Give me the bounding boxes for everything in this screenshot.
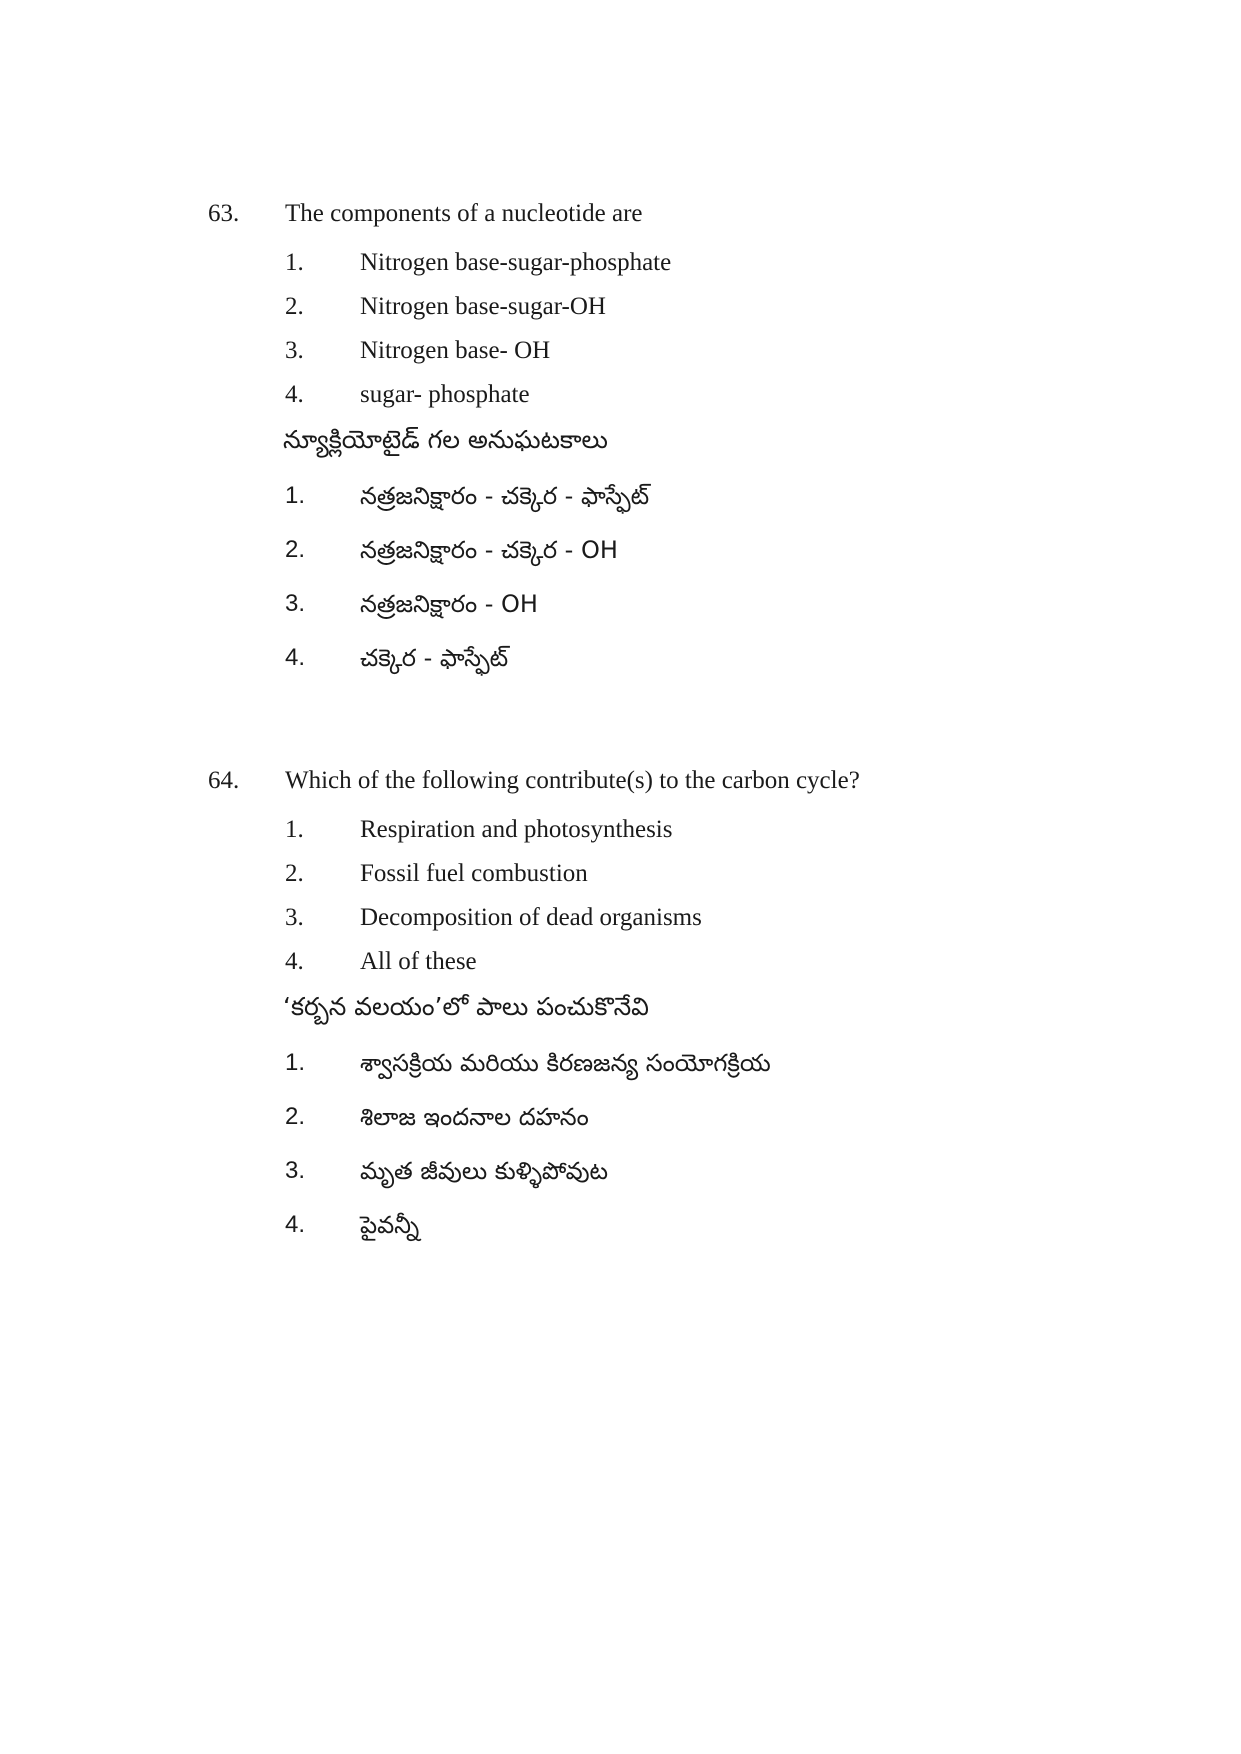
- option-text: Decomposition of dead organisms: [360, 904, 702, 931]
- option-number: 4.: [285, 948, 304, 975]
- option-number: 1.: [285, 249, 304, 276]
- option-text: sugar- phosphate: [360, 381, 530, 408]
- question-stem: [0, 196, 1241, 232]
- option-text: Fossil fuel combustion: [360, 860, 588, 887]
- question-text: Which of the following contribute(s) to the carbon cycle?: [285, 767, 860, 794]
- option-3: [0, 900, 1241, 936]
- question-number: 63.: [208, 200, 240, 227]
- telugu-option-1: [0, 1045, 1241, 1081]
- option-text: Nitrogen base-sugar-phosphate: [360, 249, 672, 276]
- option-2: [0, 856, 1241, 892]
- option-2: [0, 289, 1241, 325]
- telugu-option-4: [0, 640, 1241, 676]
- question-number: 64.: [208, 767, 240, 794]
- question-stem: [0, 763, 1241, 799]
- option-number: 2.: [285, 860, 304, 887]
- option-3: [0, 333, 1241, 369]
- option-number: 2.: [285, 1103, 306, 1130]
- telugu-option-2: [0, 1099, 1241, 1135]
- option-4: [0, 377, 1241, 413]
- option-number: 4.: [285, 381, 304, 408]
- option-number: 3.: [285, 337, 304, 364]
- option-number: 4.: [285, 644, 306, 671]
- option-text: శ్వాసక్రియ మరియు కిరణజన్య సంయోగక్రియ: [360, 1049, 771, 1077]
- telugu-question-text: ‘కర్బన వలయం’లో పాలు పంచుకొనేవి: [283, 992, 649, 1021]
- option-number: 2.: [285, 293, 304, 320]
- option-text: Respiration and photosynthesis: [360, 816, 673, 843]
- option-number: 1.: [285, 1049, 306, 1076]
- telugu-option-4: [0, 1207, 1241, 1243]
- option-number: 3.: [285, 904, 304, 931]
- option-number: 1.: [285, 816, 304, 843]
- option-text: పైవన్నీ: [360, 1211, 420, 1239]
- option-number: 4.: [285, 1211, 306, 1238]
- question-text: The components of a nucleotide are: [285, 200, 643, 227]
- option-number: 3.: [285, 590, 306, 617]
- option-number: 2.: [285, 536, 306, 563]
- option-text: చక్కెర - ఫాస్ఫేట్: [360, 644, 509, 672]
- option-1: [0, 812, 1241, 848]
- option-text: నత్రజనిక్షారం - OH: [360, 590, 538, 618]
- option-text: మృత జీవులు కుళ్ళిపోవుట: [360, 1157, 609, 1185]
- option-text: Nitrogen base- OH: [360, 337, 551, 364]
- option-1: [0, 245, 1241, 281]
- option-text: Nitrogen base-sugar-OH: [360, 293, 606, 320]
- option-text: శిలాజ ఇందనాల దహనం: [360, 1103, 589, 1131]
- telugu-question-text: న్యూక్లియోటైడ్ గల అనుఘటకాలు: [283, 425, 608, 454]
- option-number: 1.: [285, 482, 306, 509]
- option-text: All of these: [360, 948, 477, 975]
- telugu-option-3: [0, 586, 1241, 622]
- option-text: నత్రజనిక్షారం - చక్కెర - OH: [360, 536, 618, 564]
- option-number: 3.: [285, 1157, 306, 1184]
- telugu-option-3: [0, 1153, 1241, 1189]
- telugu-option-2: [0, 532, 1241, 568]
- option-text: నత్రజనిక్షారం - చక్కెర - ఫాస్ఫేట్: [360, 482, 650, 510]
- telugu-option-1: [0, 478, 1241, 514]
- option-4: [0, 944, 1241, 980]
